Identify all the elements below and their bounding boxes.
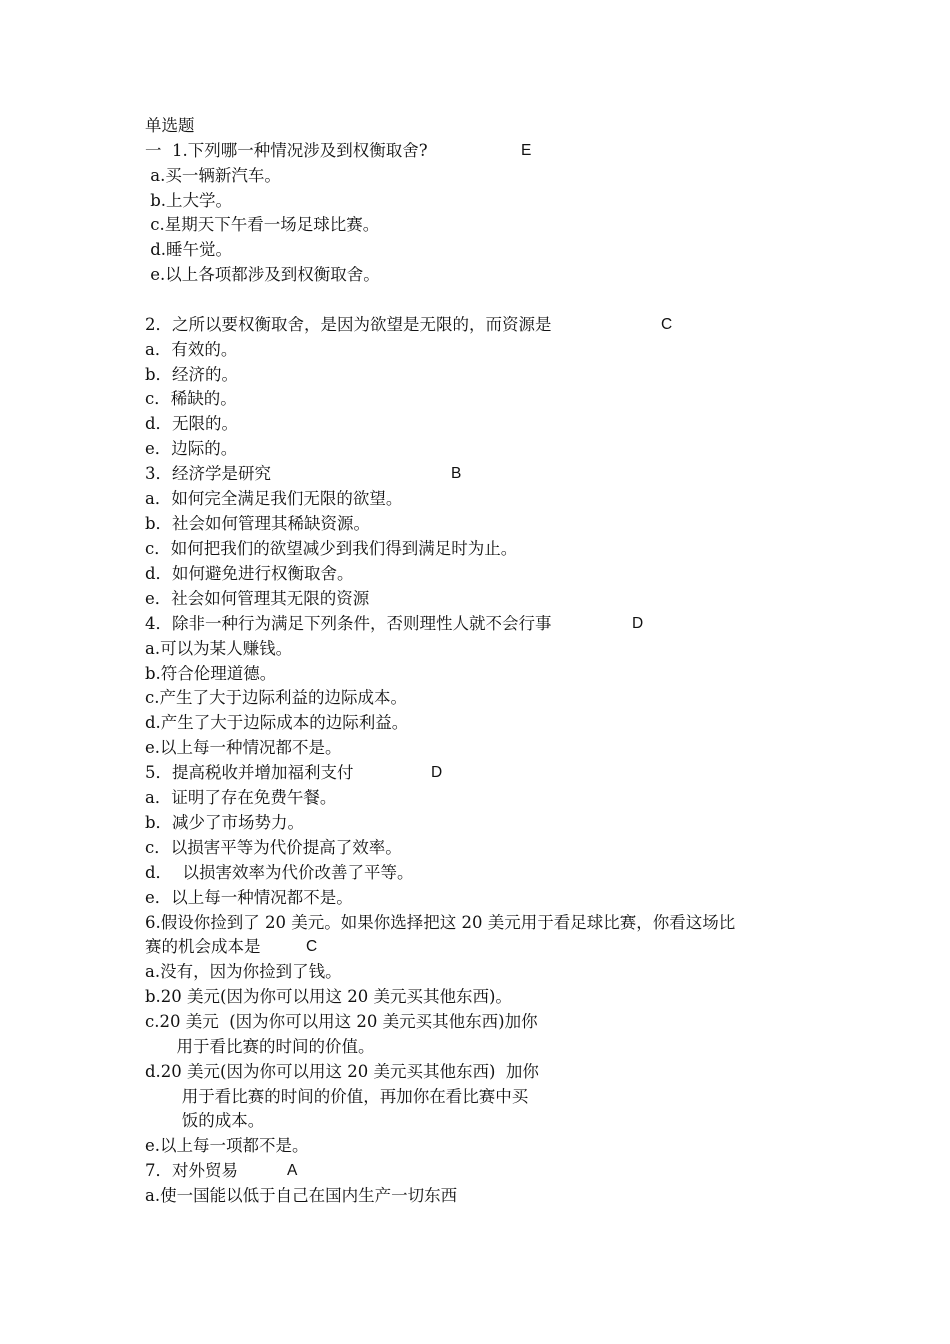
question-2-option-d: d．无限的。 [145, 414, 239, 433]
question-3-option-b: b．社会如何管理其稀缺资源。 [145, 514, 371, 533]
question-5-answer: D [431, 764, 443, 781]
question-6-stem-line-1: 6.假设你捡到了 20 美元。如果你选择把这 20 美元用于看足球比赛，你看这场比 [145, 913, 736, 932]
question-5-option-a: a．证明了存在免费午餐。 [145, 788, 337, 807]
question-6-answer: C [306, 938, 318, 955]
question-4-option-c: c.产生了大于边际利益的边际成本。 [145, 688, 407, 707]
question-5-option-b: b．减少了市场势力。 [145, 813, 305, 832]
question-1-option-b: b.上大学。 [145, 191, 233, 210]
question-5-option-c: c．以损害平等为代价提高了效率。 [145, 838, 402, 857]
question-1-option-e: e.以上各项都涉及到权衡取舍。 [145, 265, 380, 284]
question-5-option-e: e．以上每一种情况都不是。 [145, 888, 353, 907]
question-4-option-d: d.产生了大于边际成本的边际利益。 [145, 713, 409, 732]
question-6-stem-line-2: 赛的机会成本是 [145, 937, 261, 956]
section-title: 单选题 [145, 116, 195, 135]
question-3-option-c: c．如何把我们的欲望减少到我们得到满足时为止。 [145, 539, 518, 558]
question-2-option-c: c．稀缺的。 [145, 389, 237, 408]
question-3-stem: 3．经济学是研究 [145, 464, 271, 483]
question-4-option-b: b.符合伦理道德。 [145, 664, 277, 683]
question-3-option-d: d．如何避免进行权衡取舍。 [145, 564, 354, 583]
question-7-stem: 7．对外贸易 [145, 1161, 238, 1180]
question-6-option-a: a.没有，因为你捡到了钱。 [145, 962, 342, 981]
question-3-answer: B [451, 465, 462, 482]
question-1-option-a: a.买一辆新汽车。 [145, 166, 281, 185]
question-1-option-d: d.睡午觉。 [145, 240, 233, 259]
question-6-option-b: b.20 美元(因为你可以用这 20 美元买其他东西)。 [145, 987, 512, 1006]
question-6-option-d-cont-2: 饭的成本。 [145, 1111, 265, 1130]
question-6-option-d: d.20 美元(因为你可以用这 20 美元买其他东西) 加你 [145, 1062, 539, 1081]
question-4-option-e: e.以上每一种情况都不是。 [145, 738, 342, 757]
question-7-option-a: a.使一国能以低于自己在国内生产一切东西 [145, 1186, 458, 1205]
question-5-stem: 5．提高税收并增加福利支付 [145, 763, 354, 782]
question-2-answer: C [661, 316, 673, 333]
question-6-option-e: e.以上每一项都不是。 [145, 1136, 309, 1155]
question-5-option-d: d． 以损害效率为代价改善了平等。 [145, 863, 414, 882]
question-6-option-c: c.20 美元 (因为你可以用这 20 美元买其他东西)加你 [145, 1012, 538, 1031]
question-3-option-e: e．社会如何管理其无限的资源 [145, 589, 370, 608]
question-1-stem: 一 1.下列哪一种情况涉及到权衡取舍? [145, 141, 428, 160]
question-2-option-a: a．有效的。 [145, 340, 238, 359]
question-3-option-a: a．如何完全满足我们无限的欲望。 [145, 489, 403, 508]
question-1-option-c: c.星期天下午看一场足球比赛。 [145, 215, 380, 234]
question-6-option-c-cont: 用于看比赛的时间的价值。 [145, 1037, 375, 1056]
question-4-answer: D [632, 615, 644, 632]
question-1-answer: E [521, 142, 532, 159]
question-4-option-a: a.可以为某人赚钱。 [145, 639, 293, 658]
question-7-answer: A [287, 1162, 298, 1179]
question-2-option-b: b．经济的。 [145, 365, 239, 384]
question-6-option-d-cont-1: 用于看比赛的时间的价值，再加你在看比赛中买 [145, 1087, 529, 1106]
question-2-option-e: e．边际的。 [145, 439, 238, 458]
question-2-stem: 2．之所以要权衡取舍，是因为欲望是无限的，而资源是 [145, 315, 552, 334]
question-4-stem: 4．除非一种行为满足下列条件，否则理性人就不会行事 [145, 614, 552, 633]
